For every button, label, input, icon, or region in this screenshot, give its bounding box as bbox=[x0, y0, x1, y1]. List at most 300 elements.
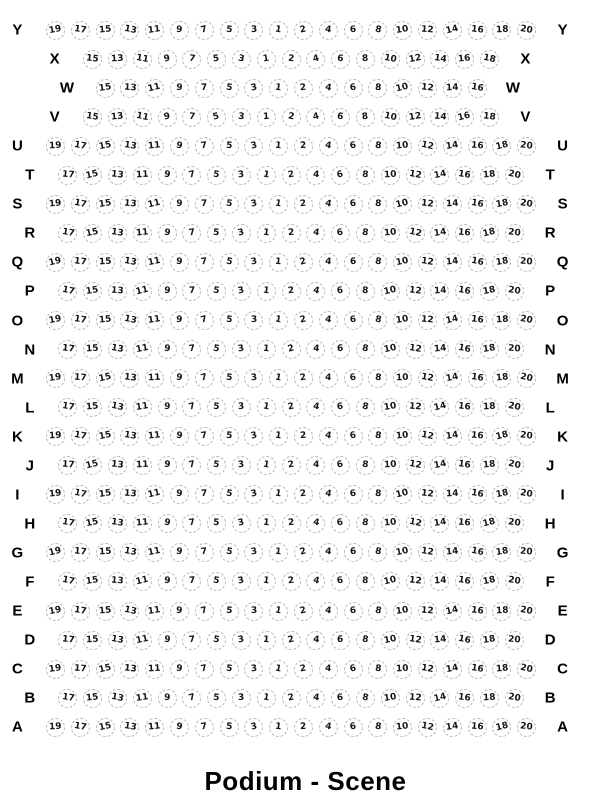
seat-M-12[interactable] bbox=[418, 369, 437, 388]
seat-U-8[interactable] bbox=[368, 137, 387, 156]
seat-P-4[interactable] bbox=[306, 282, 325, 301]
seat-E-14[interactable] bbox=[443, 602, 462, 621]
seat-I-3[interactable] bbox=[244, 485, 263, 504]
seat-K-12[interactable] bbox=[418, 427, 437, 446]
seat-P-11[interactable] bbox=[133, 282, 152, 301]
seat-C-5[interactable] bbox=[220, 660, 239, 679]
seat-C-4[interactable] bbox=[319, 660, 338, 679]
seat-N-13[interactable] bbox=[108, 340, 127, 359]
seat-J-10[interactable] bbox=[381, 456, 400, 475]
seat-G-10[interactable] bbox=[393, 543, 412, 562]
seat-K-11[interactable] bbox=[145, 427, 164, 446]
seat-B-17[interactable] bbox=[58, 689, 77, 708]
seat-U-7[interactable] bbox=[195, 137, 214, 156]
seat-L-10[interactable] bbox=[381, 398, 400, 417]
seat-D-3[interactable] bbox=[232, 631, 251, 650]
seat-E-11[interactable] bbox=[145, 602, 164, 621]
seat-C-7[interactable] bbox=[195, 660, 214, 679]
seat-I-13[interactable] bbox=[120, 485, 139, 504]
seat-D-13[interactable] bbox=[108, 631, 127, 650]
seat-X-11[interactable] bbox=[133, 50, 152, 69]
seat-C-12[interactable] bbox=[418, 660, 437, 679]
seat-H-11[interactable] bbox=[133, 514, 152, 533]
seat-U-17[interactable] bbox=[71, 137, 90, 156]
seat-P-13[interactable] bbox=[108, 282, 127, 301]
seat-F-8[interactable] bbox=[356, 572, 375, 591]
seat-A-15[interactable] bbox=[96, 718, 115, 737]
seat-J-4[interactable] bbox=[306, 456, 325, 475]
seat-N-15[interactable] bbox=[83, 340, 102, 359]
seat-N-2[interactable] bbox=[282, 340, 301, 359]
seat-F-17[interactable] bbox=[58, 572, 77, 591]
seat-G-15[interactable] bbox=[96, 543, 115, 562]
seat-S-7[interactable] bbox=[195, 195, 214, 214]
seat-M-8[interactable] bbox=[368, 369, 387, 388]
seat-W-11[interactable] bbox=[145, 79, 164, 98]
seat-Q-3[interactable] bbox=[244, 253, 263, 272]
seat-N-16[interactable] bbox=[455, 340, 474, 359]
seat-S-5[interactable] bbox=[220, 195, 239, 214]
seat-W-12[interactable] bbox=[418, 79, 437, 98]
seat-T-5[interactable] bbox=[207, 166, 226, 185]
seat-N-11[interactable] bbox=[133, 340, 152, 359]
seat-Y-7[interactable] bbox=[195, 21, 214, 40]
seat-F-13[interactable] bbox=[108, 572, 127, 591]
seat-Y-1[interactable] bbox=[269, 21, 288, 40]
seat-R-1[interactable] bbox=[257, 224, 276, 243]
seat-C-9[interactable] bbox=[170, 660, 189, 679]
seat-O-17[interactable] bbox=[71, 311, 90, 330]
seat-Y-9[interactable] bbox=[170, 21, 189, 40]
seat-Q-9[interactable] bbox=[170, 253, 189, 272]
seat-A-2[interactable] bbox=[294, 718, 313, 737]
seat-A-19[interactable] bbox=[46, 718, 65, 737]
seat-M-2[interactable] bbox=[294, 369, 313, 388]
seat-J-18[interactable] bbox=[480, 456, 499, 475]
seat-O-12[interactable] bbox=[418, 311, 437, 330]
seat-A-17[interactable] bbox=[71, 718, 90, 737]
seat-K-3[interactable] bbox=[244, 427, 263, 446]
seat-B-14[interactable] bbox=[430, 689, 449, 708]
seat-S-6[interactable] bbox=[344, 195, 363, 214]
seat-J-9[interactable] bbox=[158, 456, 177, 475]
seat-V-14[interactable] bbox=[430, 108, 449, 127]
seat-A-12[interactable] bbox=[418, 718, 437, 737]
seat-E-2[interactable] bbox=[294, 602, 313, 621]
seat-Q-10[interactable] bbox=[393, 253, 412, 272]
seat-P-9[interactable] bbox=[158, 282, 177, 301]
seat-A-5[interactable] bbox=[220, 718, 239, 737]
seat-D-10[interactable] bbox=[381, 631, 400, 650]
seat-S-3[interactable] bbox=[244, 195, 263, 214]
seat-L-15[interactable] bbox=[83, 398, 102, 417]
seat-S-11[interactable] bbox=[145, 195, 164, 214]
seat-G-16[interactable] bbox=[468, 543, 487, 562]
seat-W-15[interactable] bbox=[96, 79, 115, 98]
seat-K-18[interactable] bbox=[492, 427, 511, 446]
seat-O-13[interactable] bbox=[120, 311, 139, 330]
seat-S-9[interactable] bbox=[170, 195, 189, 214]
seat-L-7[interactable] bbox=[182, 398, 201, 417]
seat-N-17[interactable] bbox=[58, 340, 77, 359]
seat-B-2[interactable] bbox=[282, 689, 301, 708]
seat-D-16[interactable] bbox=[455, 631, 474, 650]
seat-U-5[interactable] bbox=[220, 137, 239, 156]
seat-H-12[interactable] bbox=[406, 514, 425, 533]
seat-B-10[interactable] bbox=[381, 689, 400, 708]
seat-C-18[interactable] bbox=[492, 660, 511, 679]
seat-U-15[interactable] bbox=[96, 137, 115, 156]
seat-Q-7[interactable] bbox=[195, 253, 214, 272]
seat-L-12[interactable] bbox=[406, 398, 425, 417]
seat-L-4[interactable] bbox=[306, 398, 325, 417]
seat-U-12[interactable] bbox=[418, 137, 437, 156]
seat-N-3[interactable] bbox=[232, 340, 251, 359]
seat-V-7[interactable] bbox=[182, 108, 201, 127]
seat-D-6[interactable] bbox=[331, 631, 350, 650]
seat-E-15[interactable] bbox=[96, 602, 115, 621]
seat-X-8[interactable] bbox=[356, 50, 375, 69]
seat-J-13[interactable] bbox=[108, 456, 127, 475]
seat-M-18[interactable] bbox=[492, 369, 511, 388]
seat-U-19[interactable] bbox=[46, 137, 65, 156]
seat-G-18[interactable] bbox=[492, 543, 511, 562]
seat-T-4[interactable] bbox=[306, 166, 325, 185]
seat-R-3[interactable] bbox=[232, 224, 251, 243]
seat-B-16[interactable] bbox=[455, 689, 474, 708]
seat-V-1[interactable] bbox=[257, 108, 276, 127]
seat-M-15[interactable] bbox=[96, 369, 115, 388]
seat-X-7[interactable] bbox=[182, 50, 201, 69]
seat-E-17[interactable] bbox=[71, 602, 90, 621]
seat-H-14[interactable] bbox=[430, 514, 449, 533]
seat-O-2[interactable] bbox=[294, 311, 313, 330]
seat-I-5[interactable] bbox=[220, 485, 239, 504]
seat-M-10[interactable] bbox=[393, 369, 412, 388]
seat-I-15[interactable] bbox=[96, 485, 115, 504]
seat-I-19[interactable] bbox=[46, 485, 65, 504]
seat-C-13[interactable] bbox=[120, 660, 139, 679]
seat-F-9[interactable] bbox=[158, 572, 177, 591]
seat-G-12[interactable] bbox=[418, 543, 437, 562]
seat-I-17[interactable] bbox=[71, 485, 90, 504]
seat-C-20[interactable] bbox=[517, 660, 536, 679]
seat-F-4[interactable] bbox=[306, 572, 325, 591]
seat-B-1[interactable] bbox=[257, 689, 276, 708]
seat-G-11[interactable] bbox=[145, 543, 164, 562]
seat-S-20[interactable] bbox=[517, 195, 536, 214]
seat-G-1[interactable] bbox=[269, 543, 288, 562]
seat-W-5[interactable] bbox=[220, 79, 239, 98]
seat-G-4[interactable] bbox=[319, 543, 338, 562]
seat-B-7[interactable] bbox=[182, 689, 201, 708]
seat-M-17[interactable] bbox=[71, 369, 90, 388]
seat-G-8[interactable] bbox=[368, 543, 387, 562]
seat-Y-6[interactable] bbox=[344, 21, 363, 40]
seat-V-16[interactable] bbox=[455, 108, 474, 127]
seat-A-16[interactable] bbox=[468, 718, 487, 737]
seat-H-20[interactable] bbox=[505, 514, 524, 533]
seat-Y-3[interactable] bbox=[244, 21, 263, 40]
seat-Q-2[interactable] bbox=[294, 253, 313, 272]
seat-J-7[interactable] bbox=[182, 456, 201, 475]
seat-K-1[interactable] bbox=[269, 427, 288, 446]
seat-K-17[interactable] bbox=[71, 427, 90, 446]
seat-C-8[interactable] bbox=[368, 660, 387, 679]
seat-U-3[interactable] bbox=[244, 137, 263, 156]
seat-O-19[interactable] bbox=[46, 311, 65, 330]
seat-F-14[interactable] bbox=[430, 572, 449, 591]
seat-S-13[interactable] bbox=[120, 195, 139, 214]
seat-G-13[interactable] bbox=[120, 543, 139, 562]
seat-X-4[interactable] bbox=[306, 50, 325, 69]
seat-A-10[interactable] bbox=[393, 718, 412, 737]
seat-D-18[interactable] bbox=[480, 631, 499, 650]
seat-U-4[interactable] bbox=[319, 137, 338, 156]
seat-L-13[interactable] bbox=[108, 398, 127, 417]
seat-R-17[interactable] bbox=[58, 224, 77, 243]
seat-T-1[interactable] bbox=[257, 166, 276, 185]
seat-V-6[interactable] bbox=[331, 108, 350, 127]
seat-U-18[interactable] bbox=[492, 137, 511, 156]
seat-C-16[interactable] bbox=[468, 660, 487, 679]
seat-I-12[interactable] bbox=[418, 485, 437, 504]
seat-A-1[interactable] bbox=[269, 718, 288, 737]
seat-E-8[interactable] bbox=[368, 602, 387, 621]
seat-P-20[interactable] bbox=[505, 282, 524, 301]
seat-U-14[interactable] bbox=[443, 137, 462, 156]
seat-D-4[interactable] bbox=[306, 631, 325, 650]
seat-X-10[interactable] bbox=[381, 50, 400, 69]
seat-N-20[interactable] bbox=[505, 340, 524, 359]
seat-I-14[interactable] bbox=[443, 485, 462, 504]
seat-J-12[interactable] bbox=[406, 456, 425, 475]
seat-J-5[interactable] bbox=[207, 456, 226, 475]
seat-R-9[interactable] bbox=[158, 224, 177, 243]
seat-H-2[interactable] bbox=[282, 514, 301, 533]
seat-O-1[interactable] bbox=[269, 311, 288, 330]
seat-E-3[interactable] bbox=[244, 602, 263, 621]
seat-T-12[interactable] bbox=[406, 166, 425, 185]
seat-W-3[interactable] bbox=[244, 79, 263, 98]
seat-K-16[interactable] bbox=[468, 427, 487, 446]
seat-S-18[interactable] bbox=[492, 195, 511, 214]
seat-G-2[interactable] bbox=[294, 543, 313, 562]
seat-N-6[interactable] bbox=[331, 340, 350, 359]
seat-Q-14[interactable] bbox=[443, 253, 462, 272]
seat-T-16[interactable] bbox=[455, 166, 474, 185]
seat-S-1[interactable] bbox=[269, 195, 288, 214]
seat-C-10[interactable] bbox=[393, 660, 412, 679]
seat-U-2[interactable] bbox=[294, 137, 313, 156]
seat-K-10[interactable] bbox=[393, 427, 412, 446]
seat-G-9[interactable] bbox=[170, 543, 189, 562]
seat-I-6[interactable] bbox=[344, 485, 363, 504]
seat-K-8[interactable] bbox=[368, 427, 387, 446]
seat-K-15[interactable] bbox=[96, 427, 115, 446]
seat-B-4[interactable] bbox=[306, 689, 325, 708]
seat-B-11[interactable] bbox=[133, 689, 152, 708]
seat-R-12[interactable] bbox=[406, 224, 425, 243]
seat-Q-1[interactable] bbox=[269, 253, 288, 272]
seat-E-9[interactable] bbox=[170, 602, 189, 621]
seat-O-3[interactable] bbox=[244, 311, 263, 330]
seat-T-7[interactable] bbox=[182, 166, 201, 185]
seat-B-8[interactable] bbox=[356, 689, 375, 708]
seat-E-10[interactable] bbox=[393, 602, 412, 621]
seat-J-2[interactable] bbox=[282, 456, 301, 475]
seat-H-9[interactable] bbox=[158, 514, 177, 533]
seat-F-15[interactable] bbox=[83, 572, 102, 591]
seat-P-7[interactable] bbox=[182, 282, 201, 301]
seat-I-1[interactable] bbox=[269, 485, 288, 504]
seat-W-14[interactable] bbox=[443, 79, 462, 98]
seat-V-15[interactable] bbox=[83, 108, 102, 127]
seat-I-10[interactable] bbox=[393, 485, 412, 504]
seat-J-8[interactable] bbox=[356, 456, 375, 475]
seat-M-4[interactable] bbox=[319, 369, 338, 388]
seat-A-20[interactable] bbox=[517, 718, 536, 737]
seat-I-4[interactable] bbox=[319, 485, 338, 504]
seat-K-7[interactable] bbox=[195, 427, 214, 446]
seat-N-8[interactable] bbox=[356, 340, 375, 359]
seat-A-9[interactable] bbox=[170, 718, 189, 737]
seat-J-3[interactable] bbox=[232, 456, 251, 475]
seat-M-13[interactable] bbox=[120, 369, 139, 388]
seat-X-2[interactable] bbox=[282, 50, 301, 69]
seat-P-5[interactable] bbox=[207, 282, 226, 301]
seat-T-3[interactable] bbox=[232, 166, 251, 185]
seat-N-1[interactable] bbox=[257, 340, 276, 359]
seat-I-11[interactable] bbox=[145, 485, 164, 504]
seat-J-16[interactable] bbox=[455, 456, 474, 475]
seat-V-2[interactable] bbox=[282, 108, 301, 127]
seat-V-10[interactable] bbox=[381, 108, 400, 127]
seat-T-15[interactable] bbox=[83, 166, 102, 185]
seat-U-10[interactable] bbox=[393, 137, 412, 156]
seat-U-9[interactable] bbox=[170, 137, 189, 156]
seat-F-5[interactable] bbox=[207, 572, 226, 591]
seat-M-3[interactable] bbox=[244, 369, 263, 388]
seat-E-12[interactable] bbox=[418, 602, 437, 621]
seat-P-8[interactable] bbox=[356, 282, 375, 301]
seat-L-18[interactable] bbox=[480, 398, 499, 417]
seat-D-8[interactable] bbox=[356, 631, 375, 650]
seat-T-6[interactable] bbox=[331, 166, 350, 185]
seat-E-4[interactable] bbox=[319, 602, 338, 621]
seat-L-5[interactable] bbox=[207, 398, 226, 417]
seat-J-11[interactable] bbox=[133, 456, 152, 475]
seat-M-5[interactable] bbox=[220, 369, 239, 388]
seat-S-10[interactable] bbox=[393, 195, 412, 214]
seat-E-7[interactable] bbox=[195, 602, 214, 621]
seat-O-11[interactable] bbox=[145, 311, 164, 330]
seat-H-1[interactable] bbox=[257, 514, 276, 533]
seat-L-6[interactable] bbox=[331, 398, 350, 417]
seat-G-3[interactable] bbox=[244, 543, 263, 562]
seat-X-1[interactable] bbox=[257, 50, 276, 69]
seat-F-7[interactable] bbox=[182, 572, 201, 591]
seat-P-16[interactable] bbox=[455, 282, 474, 301]
seat-E-16[interactable] bbox=[468, 602, 487, 621]
seat-L-17[interactable] bbox=[58, 398, 77, 417]
seat-D-11[interactable] bbox=[133, 631, 152, 650]
seat-P-14[interactable] bbox=[430, 282, 449, 301]
seat-P-3[interactable] bbox=[232, 282, 251, 301]
seat-M-1[interactable] bbox=[269, 369, 288, 388]
seat-T-8[interactable] bbox=[356, 166, 375, 185]
seat-N-4[interactable] bbox=[306, 340, 325, 359]
seat-M-16[interactable] bbox=[468, 369, 487, 388]
seat-H-3[interactable] bbox=[232, 514, 251, 533]
seat-T-13[interactable] bbox=[108, 166, 127, 185]
seat-U-11[interactable] bbox=[145, 137, 164, 156]
seat-R-10[interactable] bbox=[381, 224, 400, 243]
seat-F-2[interactable] bbox=[282, 572, 301, 591]
seat-M-11[interactable] bbox=[145, 369, 164, 388]
seat-K-9[interactable] bbox=[170, 427, 189, 446]
seat-I-20[interactable] bbox=[517, 485, 536, 504]
seat-J-1[interactable] bbox=[257, 456, 276, 475]
seat-Q-17[interactable] bbox=[71, 253, 90, 272]
seat-V-9[interactable] bbox=[158, 108, 177, 127]
seat-F-18[interactable] bbox=[480, 572, 499, 591]
seat-E-6[interactable] bbox=[344, 602, 363, 621]
seat-C-14[interactable] bbox=[443, 660, 462, 679]
seat-I-18[interactable] bbox=[492, 485, 511, 504]
seat-X-13[interactable] bbox=[108, 50, 127, 69]
seat-K-19[interactable] bbox=[46, 427, 65, 446]
seat-X-16[interactable] bbox=[455, 50, 474, 69]
seat-Y-2[interactable] bbox=[294, 21, 313, 40]
seat-S-15[interactable] bbox=[96, 195, 115, 214]
seat-G-5[interactable] bbox=[220, 543, 239, 562]
seat-F-6[interactable] bbox=[331, 572, 350, 591]
seat-Q-5[interactable] bbox=[220, 253, 239, 272]
seat-W-10[interactable] bbox=[393, 79, 412, 98]
seat-B-15[interactable] bbox=[83, 689, 102, 708]
seat-U-16[interactable] bbox=[468, 137, 487, 156]
seat-Q-12[interactable] bbox=[418, 253, 437, 272]
seat-W-4[interactable] bbox=[319, 79, 338, 98]
seat-B-3[interactable] bbox=[232, 689, 251, 708]
seat-H-7[interactable] bbox=[182, 514, 201, 533]
seat-T-2[interactable] bbox=[282, 166, 301, 185]
seat-S-2[interactable] bbox=[294, 195, 313, 214]
seat-F-16[interactable] bbox=[455, 572, 474, 591]
seat-M-6[interactable] bbox=[344, 369, 363, 388]
seat-A-3[interactable] bbox=[244, 718, 263, 737]
seat-I-2[interactable] bbox=[294, 485, 313, 504]
seat-M-14[interactable] bbox=[443, 369, 462, 388]
seat-E-5[interactable] bbox=[220, 602, 239, 621]
seat-M-19[interactable] bbox=[46, 369, 65, 388]
seat-Y-17[interactable] bbox=[71, 21, 90, 40]
seat-X-3[interactable] bbox=[232, 50, 251, 69]
seat-K-5[interactable] bbox=[220, 427, 239, 446]
seat-B-5[interactable] bbox=[207, 689, 226, 708]
seat-N-5[interactable] bbox=[207, 340, 226, 359]
seat-W-2[interactable] bbox=[294, 79, 313, 98]
seat-R-4[interactable] bbox=[306, 224, 325, 243]
seat-P-18[interactable] bbox=[480, 282, 499, 301]
seat-Q-19[interactable] bbox=[46, 253, 65, 272]
seat-O-6[interactable] bbox=[344, 311, 363, 330]
seat-Q-16[interactable] bbox=[468, 253, 487, 272]
seat-O-5[interactable] bbox=[220, 311, 239, 330]
seat-O-14[interactable] bbox=[443, 311, 462, 330]
seat-H-4[interactable] bbox=[306, 514, 325, 533]
